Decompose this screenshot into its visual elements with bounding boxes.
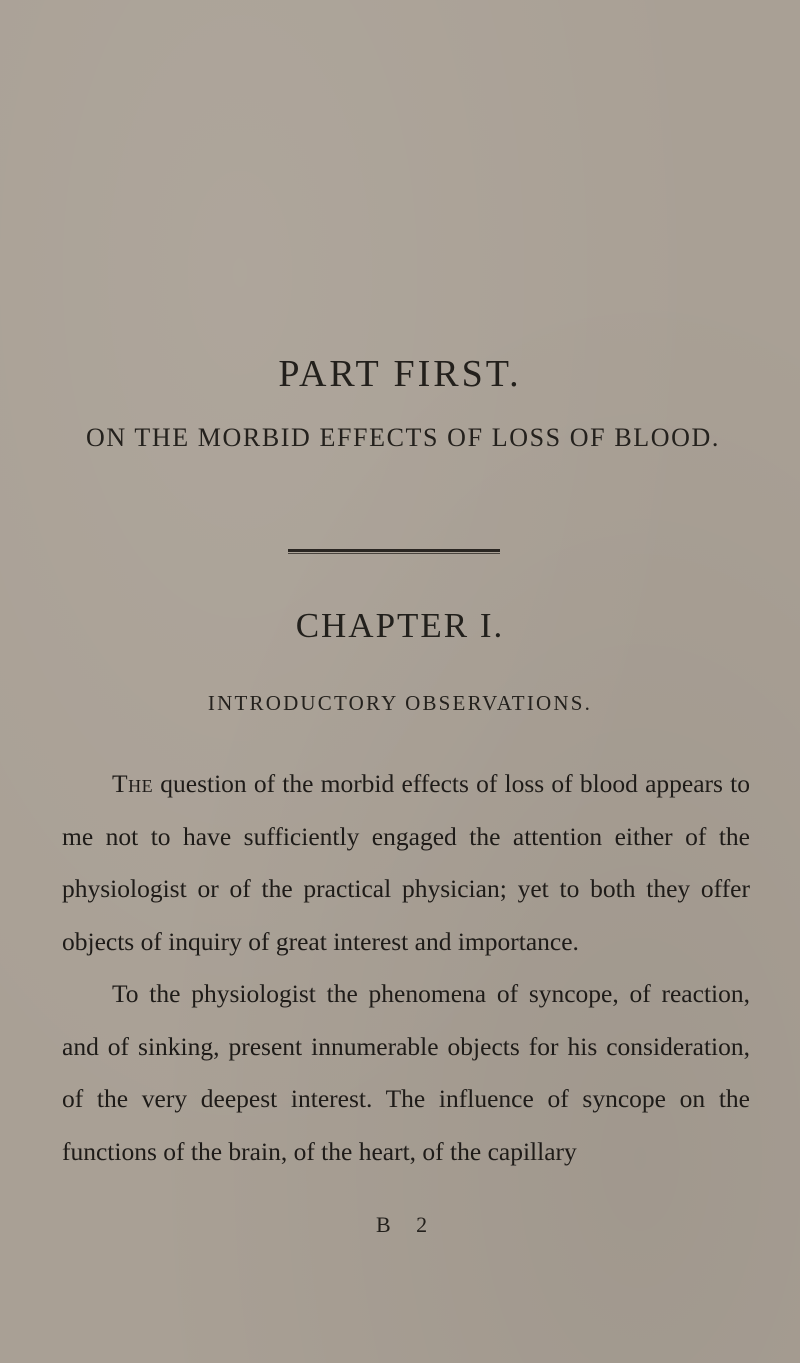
- paragraph: [62, 968, 750, 1178]
- paragraph-text: To the physiologist the phenomena of syncope, of reaction, and of sinking, present innumerable objects for his consideration, of the very deepest interest. The influence of syncope on the functions of the brain, of the heart, of the capillary: [62, 979, 750, 1166]
- part-title: PART FIRST.: [278, 353, 522, 395]
- body-text: [62, 758, 750, 1178]
- signature-mark: B 2: [376, 1212, 438, 1237]
- section-subtitle: ON THE MORBID EFFECTS OF LOSS OF BLOOD.: [85, 423, 720, 452]
- chapter-subtitle: INTRODUCTORY OBSERVATIONS.: [207, 691, 593, 715]
- divider-rule: [288, 549, 500, 554]
- paragraph-text: question of the morbid effects of loss of blood appears to me not to have sufficiently engaged the attention either of the physiologist or of the practical physician; yet to both they offer objects of inquiry of great interest and importance.: [62, 769, 750, 956]
- chapter-title: CHAPTER I.: [295, 606, 505, 645]
- paragraph-lead-word: The: [112, 769, 154, 798]
- paragraph: [62, 758, 750, 968]
